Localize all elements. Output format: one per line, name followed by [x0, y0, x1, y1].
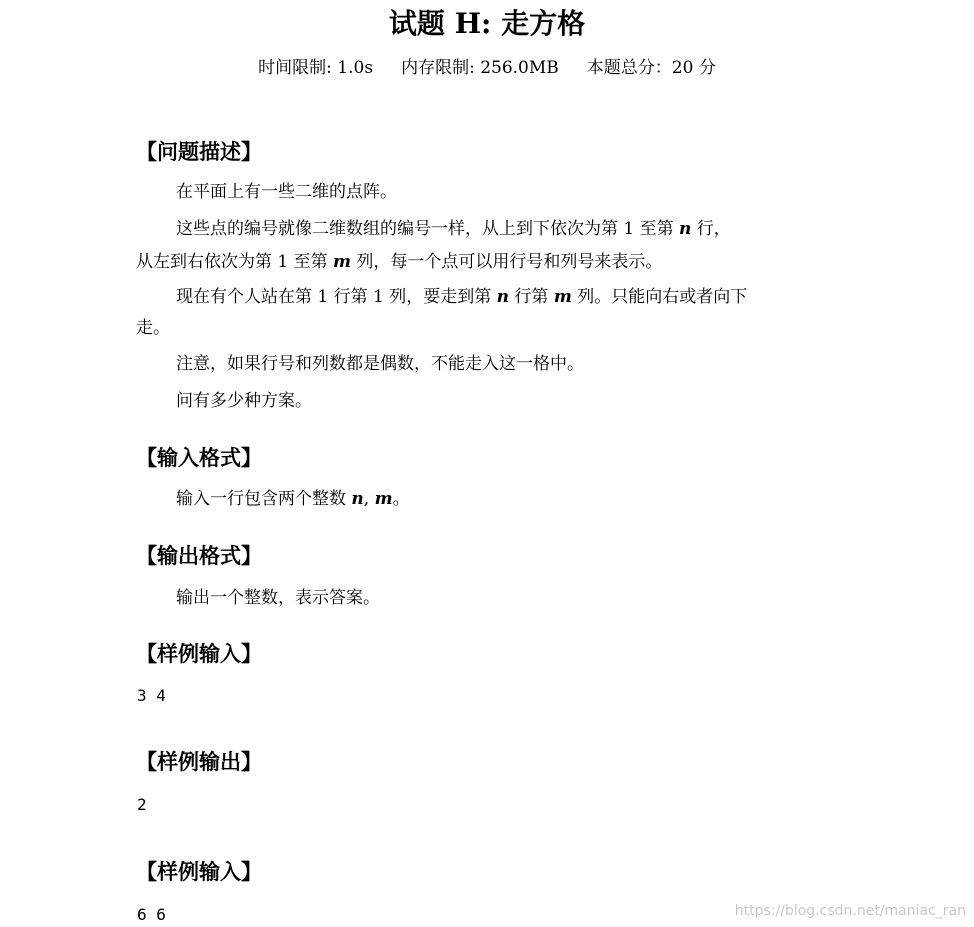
- time-limit: 时间限制: 1.0s: [258, 58, 374, 78]
- description-paragraph-3-line-1: 现在有个人站在第 1 行第 1 列，要走到第 n 行第 m 列。只能向右或者向下: [176, 287, 748, 307]
- score: 本题总分：20 分: [586, 58, 716, 78]
- description-paragraph-5: 问有多少种方案。: [176, 391, 312, 411]
- description-paragraph-3-line-2: 走。: [136, 318, 170, 338]
- memory-limit: 内存限制: 256.0MB: [401, 58, 559, 78]
- description-paragraph-2-line-2: 从左到右依次为第 1 至第 m 列，每一个点可以用行号和列号来表示。: [136, 252, 663, 272]
- variable-m: m: [374, 489, 393, 509]
- sample-input-2-value: 6 6: [137, 905, 166, 924]
- variable-m: m: [553, 287, 572, 307]
- output-format-text: 输出一个整数，表示答案。: [176, 588, 380, 608]
- variable-n: n: [351, 489, 364, 509]
- sample-output-heading: 【样例输出】: [136, 750, 262, 774]
- watermark: https://blog.csdn.net/maniac_ran: [734, 903, 966, 919]
- input-format-text: 输入一行包含两个整数 n, m。: [176, 489, 410, 509]
- description-paragraph-4: 注意，如果行号和列数都是偶数，不能走入这一格中。: [176, 354, 584, 374]
- input-format-heading: 【输入格式】: [136, 446, 262, 470]
- description-paragraph-2-line-1: 这些点的编号就像二维数组的编号一样，从上到下依次为第 1 至第 n 行，: [176, 219, 731, 239]
- variable-n: n: [496, 287, 510, 307]
- sample-input-value: 3 4: [137, 686, 166, 705]
- output-format-heading: 【输出格式】: [136, 544, 262, 568]
- sample-output-value: 2: [137, 795, 147, 814]
- description-paragraph-1: 在平面上有一些二维的点阵。: [176, 182, 397, 202]
- variable-m: m: [333, 252, 352, 272]
- sample-input-2-heading: 【样例输入】: [136, 860, 262, 884]
- sample-input-heading: 【样例输入】: [136, 642, 262, 666]
- variable-n: n: [679, 219, 692, 239]
- problem-meta: [0, 54, 974, 82]
- problem-title: 试题 H: 走方格: [388, 7, 586, 40]
- description-heading: 【问题描述】: [136, 140, 262, 164]
